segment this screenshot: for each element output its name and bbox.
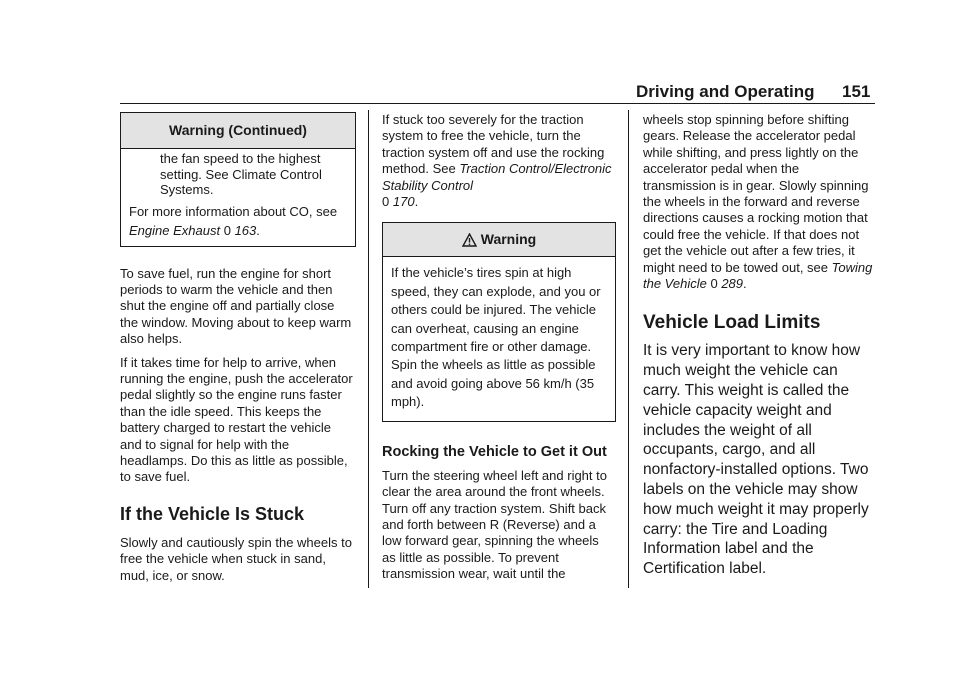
warning-box xyxy=(382,222,616,421)
paragraph-rocking: Turn the steering wheel left and right to clear the area around the front wheels. Turn off any traction system. Shift back and forth between R (Reverse) and a low forward gear, spinning the wheels as little as possible. To prevent transmission wear, wait until the xyxy=(382,467,607,582)
warning-box-title: Warning xyxy=(480,231,537,248)
page-ref-289[interactable]: 289 xyxy=(721,276,744,292)
column-2 xyxy=(382,112,616,590)
warning-continued-box xyxy=(120,112,356,247)
section-heading-stuck: If the Vehicle Is Stuck xyxy=(120,503,305,524)
header-rule xyxy=(120,103,875,104)
warning-box-text: If the vehicle’s tires spin at high speed, they can explode, and you or others could be injured. The vehicle can overheat, causing an engine compartment fire or other damage. Spin the wheels as little as possible and avoid going above 56 km/h (35 mph). xyxy=(391,265,601,410)
section-heading-load-limits: Vehicle Load Limits xyxy=(643,312,821,334)
page-header-title: Driving and Operating xyxy=(636,82,815,101)
column-1 xyxy=(120,112,356,591)
paragraph-help-arrive: If it takes time for help to arrive, when running the engine, push the accelerator pedal slightly so the engine runs faster than the idle speed. This keeps the battery charged to restart the vehicle and to signal for help with the headlamps. Do this as little as possible, to save fuel. xyxy=(120,354,353,485)
towing-vehicle-link[interactable]: Towing the Vehicle xyxy=(643,259,873,292)
engine-exhaust-link[interactable]: Engine Exhaust xyxy=(129,222,221,238)
stuck-severely-text: If stuck too severely for the traction system to free the vehicle, turn the traction system off and use the rocking method. See xyxy=(382,112,605,177)
paragraph-spin-wheels: Slowly and cautiously spin the wheels to free the vehicle when stuck in sand, mud, ice, or snow. xyxy=(120,534,352,583)
page-ref-arrow: 0 xyxy=(382,194,390,210)
subheading-rocking: Rocking the Vehicle to Get it Out xyxy=(382,443,607,460)
column-divider-1 xyxy=(368,110,369,588)
page-number: 151 xyxy=(842,82,871,101)
traction-control-link[interactable]: Traction Control/Electronic Stability Control xyxy=(382,161,612,193)
column-3 xyxy=(643,112,875,586)
tail-period: . xyxy=(256,222,260,238)
page-ref-170[interactable]: 170 xyxy=(392,194,415,210)
warning-tail-text xyxy=(129,202,347,240)
column-divider-2 xyxy=(628,110,629,588)
page-ref-163[interactable]: 163 xyxy=(234,222,257,238)
paragraph-save-fuel: To save fuel, run the engine for short periods to warm the vehicle and then shut the engine off and partially close the window. Moving about to keep warm also helps. xyxy=(120,265,352,347)
paragraph-load-limits: It is very important to know how much weight the vehicle can carry. This weight is called the vehicle capacity weight and includes the weight of all occupants, cargo, and all nonfactory-installed options. Two labels on the vehicle may show how much weight it may properly carry: the Tire and Loading Information label and the Certification label. xyxy=(643,342,869,578)
warning-indent-text: the fan speed to the highest setting. See Climate Control Systems. xyxy=(160,151,322,197)
warning-box-title: Warning (Continued) xyxy=(121,113,355,149)
paragraph-stuck-severely xyxy=(382,112,616,210)
page-ref-arrow: 0 xyxy=(710,276,718,292)
p3-period: . xyxy=(743,276,747,292)
paragraph-wheels-stop xyxy=(643,112,875,292)
wheels-stop-text: wheels stop spinning before shifting gears. Release the accelerator pedal while shifting, and press lightly on the accelerator pedal when the transmission is in gear. Slowly spinning the wheels in the forward and reverse directions causes a rocking motion that could free the vehicle. If that does not get the vehicle out after a few tries, it might need to be towed out, see xyxy=(643,112,869,275)
page-ref-arrow: 0 xyxy=(223,222,231,238)
warning-triangle-icon xyxy=(462,226,477,259)
warning-box-header xyxy=(383,223,615,257)
warning-tail-lead: For more information about CO, see xyxy=(129,203,338,219)
p1-period: . xyxy=(414,194,419,210)
